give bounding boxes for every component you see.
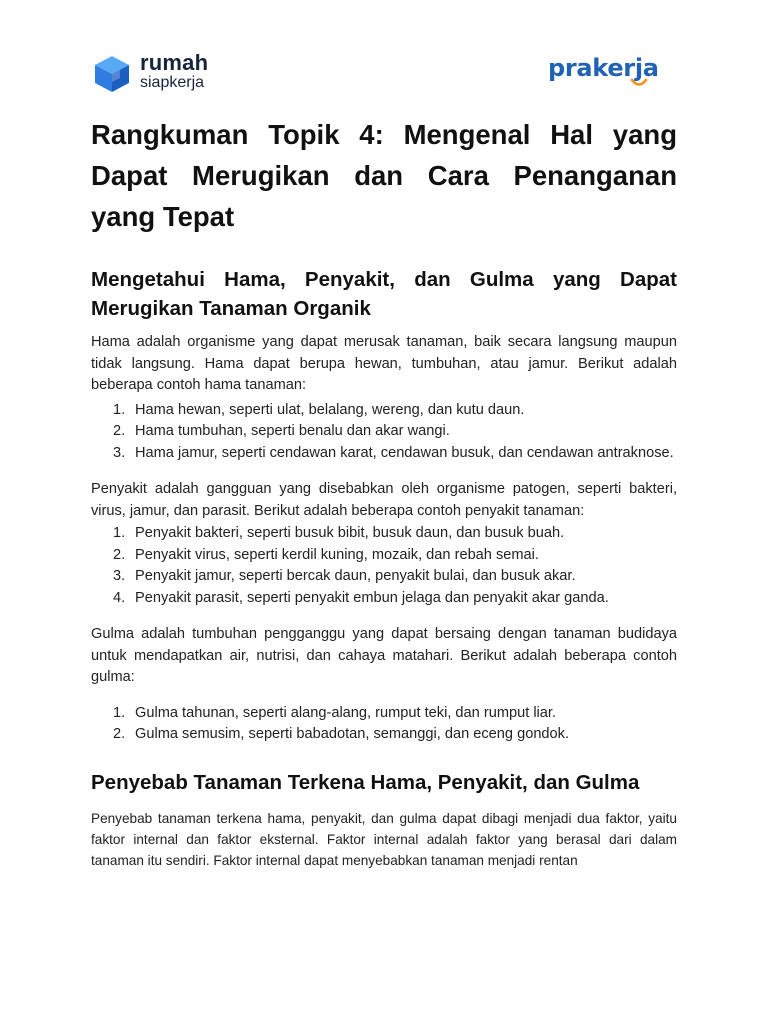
cube-logo-icon: [92, 54, 132, 94]
section-heading-hama-penyakit-gulma: Mengetahui Hama, Penyakit, dan Gulma yang Dapat Merugikan Tanaman Organik: [91, 268, 677, 320]
penyakit-list: [91, 523, 677, 609]
list-item: Gulma semusim, seperti babadotan, semanggi, dan eceng gondok.: [135, 726, 570, 742]
list-item: Penyakit jamur, seperti bercak daun, penyakit bulai, dan busuk akar.: [135, 568, 576, 584]
list-item: Penyakit virus, seperti kerdil kuning, mozaik, dan rebah semai.: [135, 546, 539, 563]
paragraph-penyebab: Penyebab tanaman terkena hama, penyakit, dan gulma dapat dibagi menjadi dua faktor, yaitu faktor internal dan faktor eksternal. Faktor internal adalah faktor yang berasal dari dalam tanaman itu sendiri. Faktor internal dapat menyebabkan tanaman menjadi rentan: [91, 810, 677, 869]
document-body: [91, 114, 677, 871]
paragraph-penyakit: Penyakit adalah gangguan yang disebabkan oleh organisme patogen, seperti bakteri, virus, jamur, dan parasit. Berikut adalah beberapa contoh penyakit tanaman:: [91, 481, 677, 519]
prakerja-wordmark: prakerja: [548, 54, 659, 82]
hama-list: [91, 400, 677, 465]
page-header: [0, 0, 768, 110]
brand-name: rumah: [140, 50, 209, 75]
prakerja-logo: [548, 54, 668, 88]
list-item: Penyakit bakteri, seperti busuk bibit, busuk daun, dan busuk buah.: [135, 525, 565, 541]
list-item: Hama hewan, seperti ulat, belalang, wereng, dan kutu daun.: [135, 401, 525, 418]
paragraph-gulma: Gulma adalah tumbuhan pengganggu yang dapat bersaing dengan tanaman budidaya untuk mendapatkan air, nutrisi, dan cahaya matahari. Berikut adalah beberapa contoh gulma:: [91, 626, 677, 685]
paragraph-hama: Hama adalah organisme yang dapat merusak tanaman, baik secara langsung maupun tidak langsung. Hama dapat berupa hewan, tumbuhan, atau jamur. Berikut adalah beberapa contoh hama tanaman:: [91, 334, 677, 393]
smile-icon: [630, 78, 648, 88]
list-item: Hama jamur, seperti cendawan karat, cendawan busuk, dan cendawan antraknose.: [135, 444, 674, 461]
rumah-siapkerja-logo: [92, 50, 252, 96]
list-item: Hama tumbuhan, seperti benalu dan akar wangi.: [135, 423, 450, 439]
gulma-list: [91, 703, 677, 746]
brand-subtitle: siapkerja: [140, 74, 205, 91]
list-item: Penyakit parasit, seperti penyakit embun jelaga dan penyakit akar ganda.: [135, 589, 609, 606]
list-item: Gulma tahunan, seperti alang-alang, rumput teki, dan rumput liar.: [135, 704, 557, 721]
document-title: Rangkuman Topik 4: Mengenal Hal yang Dapat Merugikan dan Cara Penanganan yang Tepat: [91, 119, 677, 232]
section-heading-penyebab: Penyebab Tanaman Terkena Hama, Penyakit, dan Gulma: [91, 770, 640, 794]
